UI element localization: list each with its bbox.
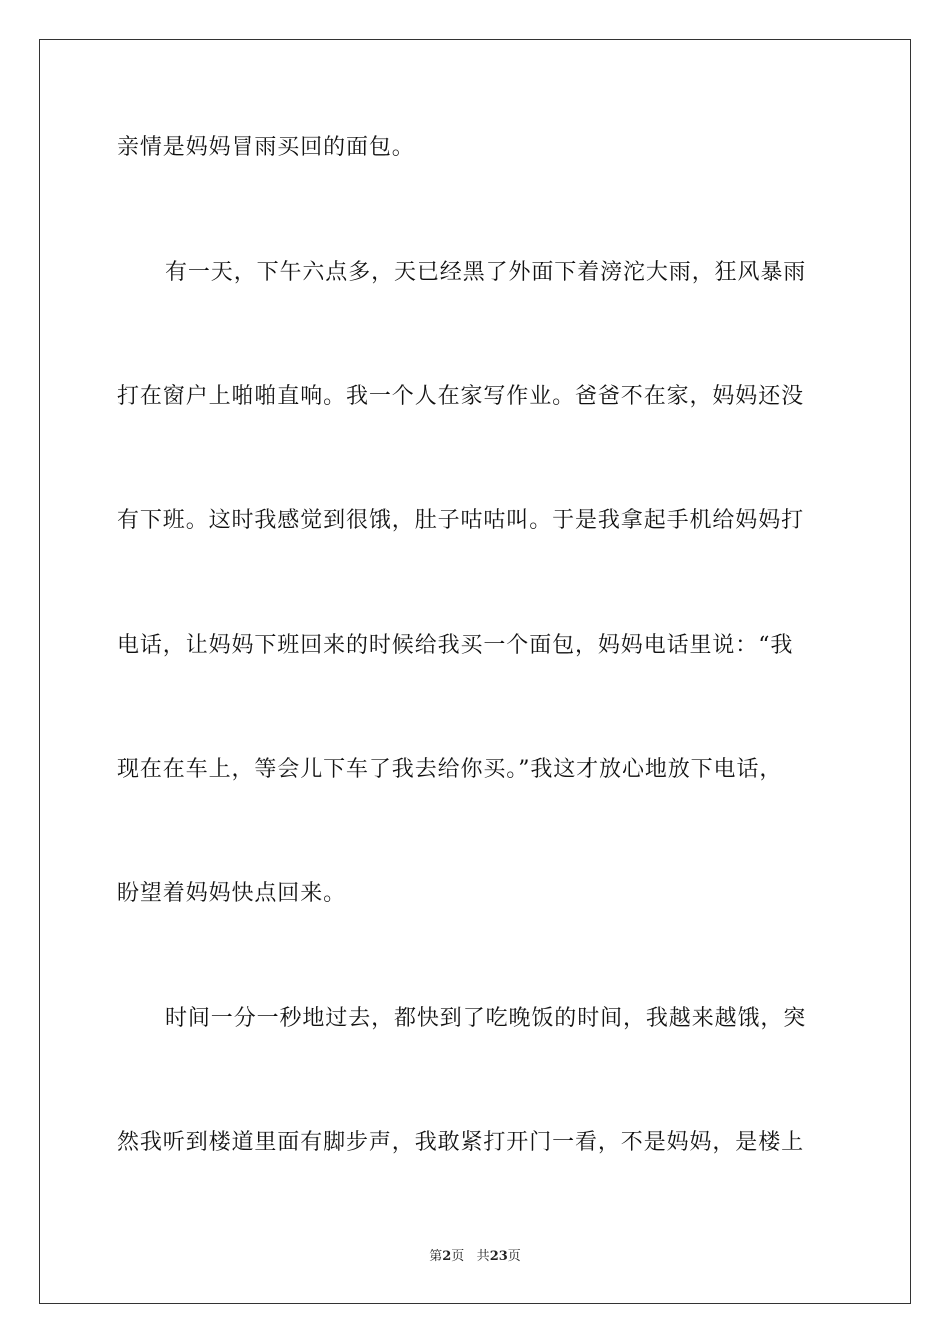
page-border (39, 39, 911, 1304)
total-label: 共 (476, 1249, 490, 1264)
page-unit: 页 (451, 1249, 465, 1264)
text-line: 然我听到楼道里面有脚步声，我敢紧打开门一看，不是妈妈，是楼上 (117, 1130, 805, 1155)
page-number: 2 (442, 1249, 452, 1264)
page-footer (0, 1248, 950, 1266)
text-line: 打在窗户上啪啪直响。我一个人在家写作业。爸爸不在家，妈妈还没 (117, 384, 805, 409)
page-label: 第 (429, 1249, 443, 1264)
paragraph-start-line: 有一天，下午六点多，天已经黑了外面下着滂沱大雨，狂风暴雨 (165, 260, 807, 285)
text-line: 现在在车上，等会儿下车了我去给你买。”我这才放心地放下电话， (117, 757, 783, 782)
text-line: 亲情是妈妈冒雨买回的面包。 (117, 135, 415, 160)
paragraph-start-line: 时间一分一秒地过去，都快到了吃晚饭的时间，我越来越饿，突 (165, 1006, 807, 1031)
text-line: 电话，让妈妈下班回来的时候给我买一个面包，妈妈电话里说：“我 (117, 633, 794, 658)
total-unit: 页 (507, 1249, 521, 1264)
text-line: 有下班。这时我感觉到很饿，肚子咕咕叫。于是我拿起手机给妈妈打 (117, 508, 805, 533)
total-pages: 23 (489, 1249, 508, 1264)
text-line: 盼望着妈妈快点回来。 (117, 881, 347, 906)
